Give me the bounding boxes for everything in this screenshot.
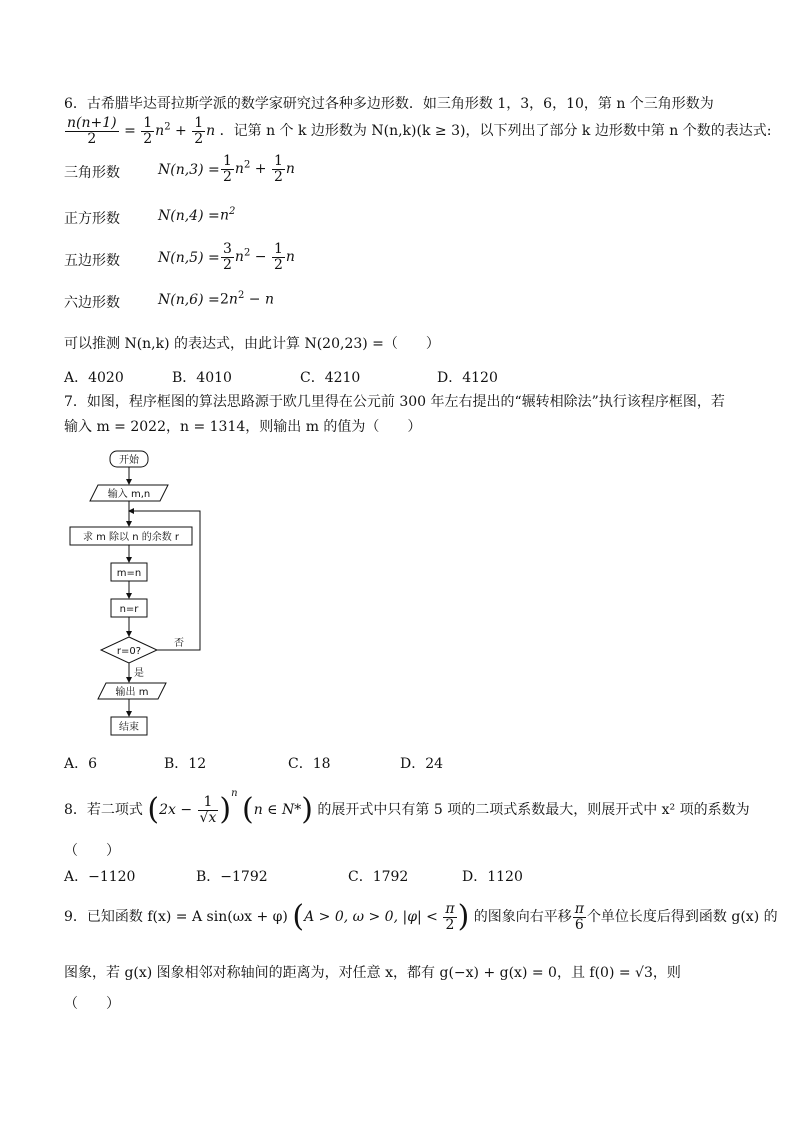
q7-flowchart	[60, 445, 220, 745]
q8-paren: （ ）	[64, 843, 120, 859]
q8-option-c: C．1792	[348, 869, 409, 885]
row-lhs: N(n,6) =	[158, 292, 220, 308]
q8-fraction: $\frac{1}{√x}$	[199, 793, 217, 826]
q6-option-c: C．4210	[300, 370, 361, 386]
q8-suffix: 的展开式中只有第 5 项的二项式系数最大，则展开式中 x² 项的系数为	[317, 802, 750, 818]
q7-option-b: B．12	[164, 756, 207, 772]
q8-option-d: D．1120	[462, 869, 523, 885]
flow-start-label: 开始	[119, 455, 139, 466]
row-name: 六边形数	[64, 295, 120, 311]
flow-step3-label: n=r	[119, 604, 139, 615]
flow-no-label: 否	[174, 638, 184, 649]
q6-option-a: A．4020	[64, 370, 124, 386]
q7-option-a: A．6	[64, 756, 98, 772]
q9-line2: 图象，若 g(x) 图象相邻对称轴间的距离为，对任意 x，都有 g(−x) + g(x) = 0，且 f(0) = √3，则	[64, 965, 681, 981]
q6-line2-rest: ．记第 n 个 k 边形数为 N(n,k)(k ≥ 3)，以下列出了部分 k 边形数中第 n 个数的表达式:	[219, 123, 772, 140]
q6-line1: 6．古希腊毕达哥拉斯学派的数学家研究过各种多边形数．如三角形数 1，3，6，10，第 n 个三角形数为	[64, 96, 714, 112]
q9-cond: A > 0, ω > 0, |φ| <	[304, 909, 438, 926]
q7-line1: 7．如图，程序框图的算法思路源于欧几里得在公元前 300 年左右提出的“辗转相除法”执行该程序框图，若	[64, 394, 725, 410]
q6-option-b: B．4010	[172, 370, 232, 386]
flow-step2-label: m=n	[116, 568, 142, 579]
q6-row-hexagon	[64, 292, 220, 312]
q9-suffix: 个单位长度后得到函数 g(x) 的	[586, 909, 778, 926]
flow-input-label: 输入 m,n	[107, 489, 151, 500]
q6-row-hexagon-expr: $2n^2 - n$	[220, 290, 274, 308]
q8-cond: n ∈ N*	[253, 802, 302, 818]
q6-row-square	[64, 208, 220, 228]
row-name: 三角形数	[64, 165, 120, 181]
q7-line2: 输入 m = 2022，n = 1314，则输出 m 的值为（ ）	[64, 419, 422, 435]
q6-frac-den: 2	[87, 130, 97, 147]
q6-fraction	[65, 116, 119, 146]
q6-question: 可以推测 N(n,k) 的表达式，由此计算 N(20,23) =（ ）	[64, 336, 440, 352]
row-lhs: N(n,4) =	[158, 208, 220, 224]
flow-yes-label: 是	[134, 668, 144, 679]
q6-half-a: $\frac{1}{2}$	[143, 115, 153, 147]
q6-row-triangle-expr: $\frac{1}{2}$ $n^2$ + $\frac{1}{2}$ n	[223, 153, 295, 185]
q8-expr: 2x −	[159, 802, 193, 818]
row-name: 五边形数	[64, 253, 120, 269]
q6-line2: $\frac{n(n+1)}{2}$ = $\frac{1}{2}$ $n^2$ + $\frac{1}{2}$ n ．记第 n 个 k 边形数为 N(n,k)(k ≥ 3)，以下列出了部分 k 边形数中第 n 个数的表达式:	[67, 115, 772, 147]
row-name: 正方形数	[64, 211, 120, 227]
q8-prefix: 8．若二项式	[64, 802, 143, 818]
q6-row-pentagon	[64, 250, 220, 270]
q9-mid: 的图象向右平移	[473, 909, 572, 926]
q9-prefix: 9．已知函数 f(x) = A sin(ωx + φ)	[64, 909, 288, 926]
q9-paren: （ ）	[64, 996, 120, 1012]
q7-option-d: D．24	[400, 756, 444, 772]
q6-frac-num: n(n+1)	[67, 115, 117, 131]
q6-eq: =	[124, 123, 136, 140]
q8-line1: 8．若二项式 (2x − $\frac{1}{√x}$ )$^n$ (n ∈ N*) 的展开式中只有第 5 项的二项式系数最大，则展开式中 x² 项的系数为	[64, 788, 750, 827]
q6-option-d: D．4120	[437, 370, 498, 386]
q6-row-triangle	[64, 162, 220, 182]
q6-half-b: $\frac{1}{2}$	[194, 115, 204, 147]
flow-step1-label: 求 m 除以 n 的余数 r	[82, 532, 180, 543]
q6-row-pentagon-expr: $\frac{3}{2}$ $n^2$ − $\frac{1}{2}$ n	[223, 241, 295, 273]
q9-line1: 9．已知函数 f(x) = A sin(ωx + φ) (A > 0, ω > 0, |φ| < $\frac{\pi}{2}$ ) 的图象向右平移 $\frac{\pi}{6}$ 个单位长度后得到函数 g(x) 的	[64, 899, 778, 935]
flow-end-label: 结束	[119, 722, 139, 733]
flow-output-label: 输出 m	[115, 687, 149, 698]
row-lhs: N(n,3) =	[158, 162, 220, 178]
q8-power: n	[231, 788, 238, 799]
q8-option-a: A．−1120	[64, 869, 136, 885]
row-lhs: N(n,5) =	[158, 250, 220, 266]
q8-option-b: B．−1792	[196, 869, 268, 885]
q7-option-c: C．18	[288, 756, 331, 772]
flow-cond-label: r=0?	[116, 646, 142, 657]
q6-row-square-expr: $n^2$	[220, 206, 236, 224]
